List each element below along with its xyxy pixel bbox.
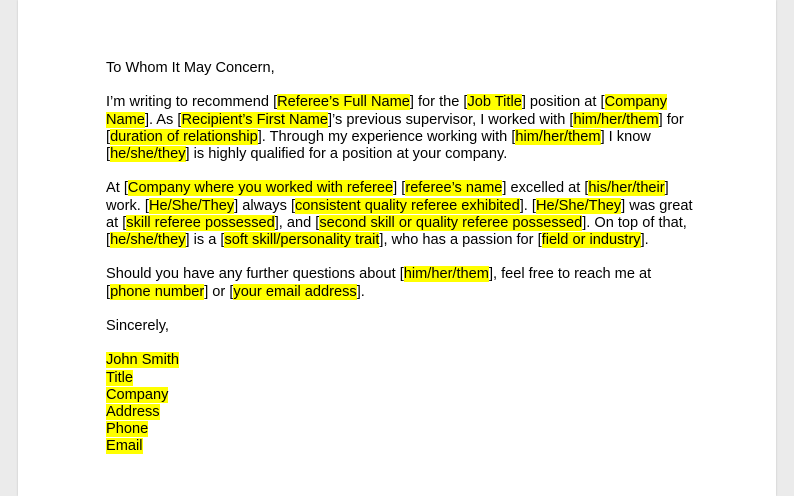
signature-company-line: [106, 387, 696, 404]
placeholder-pronoun-subject: he/she/they: [110, 146, 186, 162]
text-run: ]’s previous supervisor, I worked with [: [327, 111, 574, 128]
signature-email-line: [106, 438, 696, 455]
signature-title-line: [106, 370, 696, 387]
placeholder-email-address: your email address: [233, 283, 357, 300]
placeholder-pronoun-object: him/her/them: [515, 128, 601, 145]
placeholder-duration-of-relationship: duration of relationship: [110, 128, 258, 145]
text-run: ], and [: [274, 214, 320, 231]
paragraph-intro: [106, 94, 696, 163]
signature-company: Company: [106, 386, 169, 403]
text-run: ] position at [: [521, 94, 605, 111]
text-run: ] excelled at [: [502, 180, 589, 197]
placeholder-company-worked-with-referee: Company where you worked with referee: [127, 180, 394, 197]
placeholder-pronoun-object: him/her/them: [403, 266, 489, 283]
placeholder-referee-name: referee’s name: [405, 180, 503, 197]
placeholder-pronoun-object: him/her/them: [573, 111, 659, 128]
signature-name: John Smith: [106, 352, 180, 369]
placeholder-referee-full-name: Referee’s Full Name: [277, 94, 410, 111]
text-run: ] is a [: [185, 232, 225, 248]
placeholder-phone-number: phone number: [110, 283, 205, 300]
placeholder-pronoun-possessive: his/her/their: [588, 180, 665, 197]
placeholder-job-title: Job Title: [467, 94, 522, 111]
placeholder-soft-skill: soft skill/personality trait: [224, 232, 380, 248]
placeholder-consistent-quality: consistent quality referee exhibited: [295, 197, 520, 214]
text-run: ] was great at [: [106, 197, 693, 231]
signature-phone: Phone: [106, 421, 149, 438]
text-run: ]. As [: [144, 111, 182, 128]
text-run: ]. [: [519, 197, 536, 214]
text-run: ], feel free to reach me at [: [106, 266, 652, 300]
text-run: Should you have any further questions about [: [106, 266, 404, 283]
text-run: ] work. [: [106, 180, 669, 214]
text-run: I’m writing to recommend [: [106, 94, 278, 111]
signature-address: Address: [106, 403, 160, 420]
closing: Sincerely,: [106, 317, 169, 334]
placeholder-field-or-industry: field or industry: [541, 232, 641, 248]
salutation: To Whom It May Concern,: [106, 60, 275, 76]
placeholder-company-name: Company Name: [106, 94, 668, 128]
text-run: ]. Through my experience working with [: [257, 128, 516, 145]
signature-name-line: [106, 352, 696, 369]
text-run: ] or [: [204, 283, 234, 300]
placeholder-recipient-first-name: Recipient’s First Name: [181, 111, 328, 128]
signature-email: Email: [106, 438, 143, 455]
text-run: ].: [356, 283, 365, 300]
text-run: ] for [: [106, 111, 684, 145]
signature-phone-line: [106, 421, 696, 438]
signature-title: Title: [106, 369, 134, 386]
text-run: ] I know [: [106, 128, 651, 162]
document-page: [18, 0, 776, 496]
signature-address-line: [106, 404, 696, 421]
paragraph-performance: [106, 180, 696, 249]
text-run: ] is highly qualified for a position at your company.: [185, 146, 508, 162]
placeholder-second-skill: second skill or quality referee possessed: [319, 214, 583, 231]
paragraph-contact: [106, 266, 696, 300]
placeholder-pronoun-subject-cap: He/She/They: [148, 197, 235, 214]
text-run: ], who has a passion for [: [379, 232, 542, 248]
text-run: ].: [640, 232, 649, 248]
text-run: ]. On top of that, [: [106, 214, 687, 248]
text-run: ] always [: [234, 197, 295, 214]
text-run: ] [: [393, 180, 406, 197]
letter-body: [106, 60, 696, 456]
placeholder-pronoun-subject-cap: He/She/They: [535, 197, 622, 214]
text-run: At [: [106, 180, 128, 197]
text-run: ] for the [: [409, 94, 468, 111]
placeholder-skill: skill referee possessed: [126, 214, 275, 231]
placeholder-pronoun-subject: he/she/they: [110, 232, 186, 248]
